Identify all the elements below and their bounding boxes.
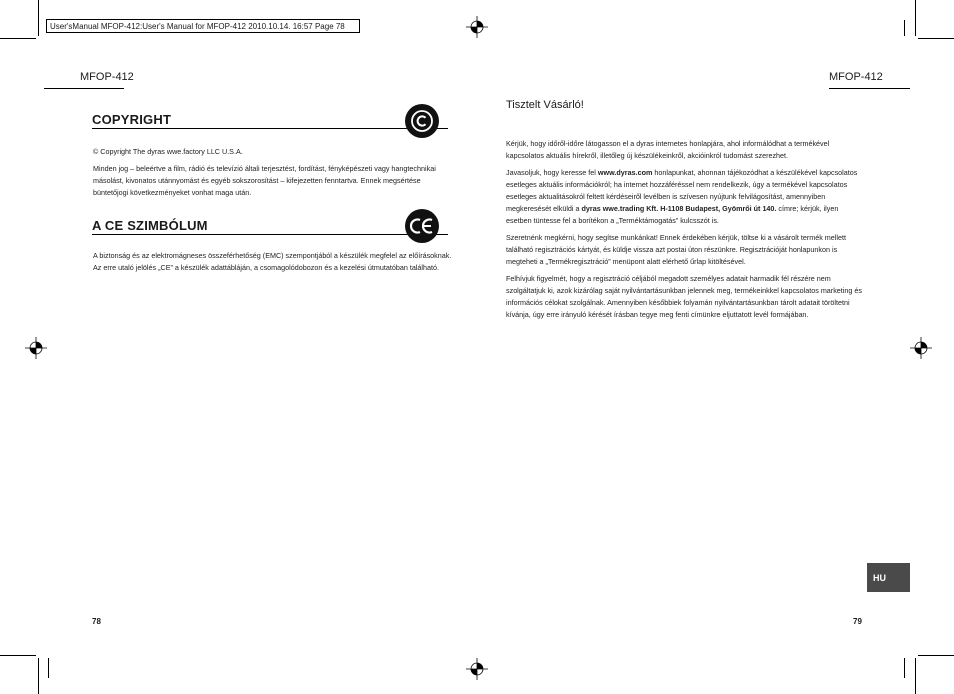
paragraph-line [506,167,857,179]
website-link[interactable]: www.dyras.com [597,168,653,177]
copyright-icon [405,104,439,138]
paragraph-line: megteheti a „Termékregisztráció” menüpont alatt elérhető űrlap kitöltésével. [506,257,746,266]
right-header-rule [829,88,910,89]
text-fragment: honlapunkat, ahonnan tájékozódhat a készülékével kapcsolatos [652,168,858,177]
copyright-text-line: büntetőjogi következményeket vonhat maga után. [93,188,252,197]
left-page-number: 78 [92,617,101,626]
copyright-title: COPYRIGHT [92,112,172,127]
left-page-header: MFOP-412 [80,71,134,83]
paragraph-line: információs célokat szolgálnak. Amennyiben későbbiek folyamán nyilvántartásunkban tárolt adatait töröltetni [506,298,850,307]
left-header-rule [44,88,124,89]
greeting: Tisztelt Vásárló! [506,99,584,111]
paragraph-line: Felhívjuk figyelmét, hogy a regisztráció céljából megadott személyes adatait harmadik fél részére nem [506,274,831,283]
crop-mark [904,658,905,678]
crop-mark [915,658,916,694]
paragraph-line: szolgáltatjuk ki, azok kizárólag saját nyilvántartásunkban jelennek meg, termékeinkkel kapcsolatos marketing és [506,286,862,295]
crop-mark [0,655,36,656]
crop-mark [48,658,49,678]
crop-mark [38,0,39,36]
ce-text-line: Az erre utaló jelölés „CE” a készülék adattábláján, a csomagolódobozon és a kezelési útmutatóban található. [93,263,440,272]
paragraph-line: Kérjük, hogy időről-időre látogasson el a dyras internetes honlapjára, ahol informálódhat a termékével [506,139,830,148]
paragraph-line: esetleges aktualitásokról feltett kérdéseiről levélben is szívesen nyújtunk felvilágosítást, amennyiben [506,192,826,201]
crop-mark [0,38,36,39]
ce-title: A CE SZIMBÓLUM [92,218,208,233]
crop-mark [904,20,905,36]
paragraph-line: kapcsolatos aktuális hírekről, illetőleg új készülékeinkről, akcióinkról tudomást szerezhet. [506,151,789,160]
crop-mark [918,38,954,39]
paragraph-line: esetben tüntesse fel a borítékon a „Terméktámogatás” kulcsszót is. [506,216,719,225]
crop-mark [918,655,954,656]
ce-title-rule [92,234,448,235]
paragraph-line: esetleges aktuális információkról; ha internet hozzáféréssel nem rendelkezik, úgy a termékével kapcsolatos [506,180,848,189]
registration-mark-icon [910,337,932,359]
right-page-number: 79 [853,617,862,626]
copyright-text-line: másolást, kivonatos utánnyomást és egyéb sokszorosítást – kifejezetten fenntartva. Ennek megsértése [93,176,421,185]
crop-mark [38,658,39,694]
postal-address: dyras wwe.trading Kft. H-1108 Budapest, Gyömrői út 140. [581,204,777,213]
text-fragment: megkeresését elküldi a [506,204,582,213]
language-tab: HU [867,563,910,592]
right-page-header: MFOP-412 [829,71,883,83]
print-slug: User'sManual MFOP-412:User's Manual for MFOP-412 2010.10.14. 16:57 Page 78 [46,19,360,33]
copyright-notice: © Copyright The dyras wwe.factory LLC U.S.A. [93,147,243,156]
text-fragment: címre; kérjük, ilyen [776,204,839,213]
ce-mark-icon [405,209,439,243]
paragraph-line: Szeretnénk megkérni, hogy segítse munkánkat! Ennek érdekében kérjük, töltse ki a vásárolt termék mellett [506,233,846,242]
copyright-title-rule [92,128,448,129]
text-fragment: Javasoljuk, hogy keresse fel [506,168,598,177]
paragraph-line: található regisztrációs kártyát, és küldje vissza azt postai úton részünkre. Regisztrációját honlapunkon is [506,245,838,254]
crop-mark [915,0,916,36]
registration-mark-icon [466,658,488,680]
paragraph-line: kívánja, úgy erre irányuló kérését írásban tegye meg fenti címünkre eljuttatott levél formájában. [506,310,809,319]
registration-mark-icon [466,16,488,38]
registration-mark-icon [25,337,47,359]
copyright-text-line: Minden jog – beleértve a film, rádió és televízió általi terjesztést, fordítást, fényképészeti vagy hangtechnikai [93,164,436,173]
paragraph-line [506,203,838,215]
ce-text-line: A biztonság és az elektromágneses összeférhetőség (EMC) szempontjából a készülék megfelel az előírásoknak. [93,251,452,260]
